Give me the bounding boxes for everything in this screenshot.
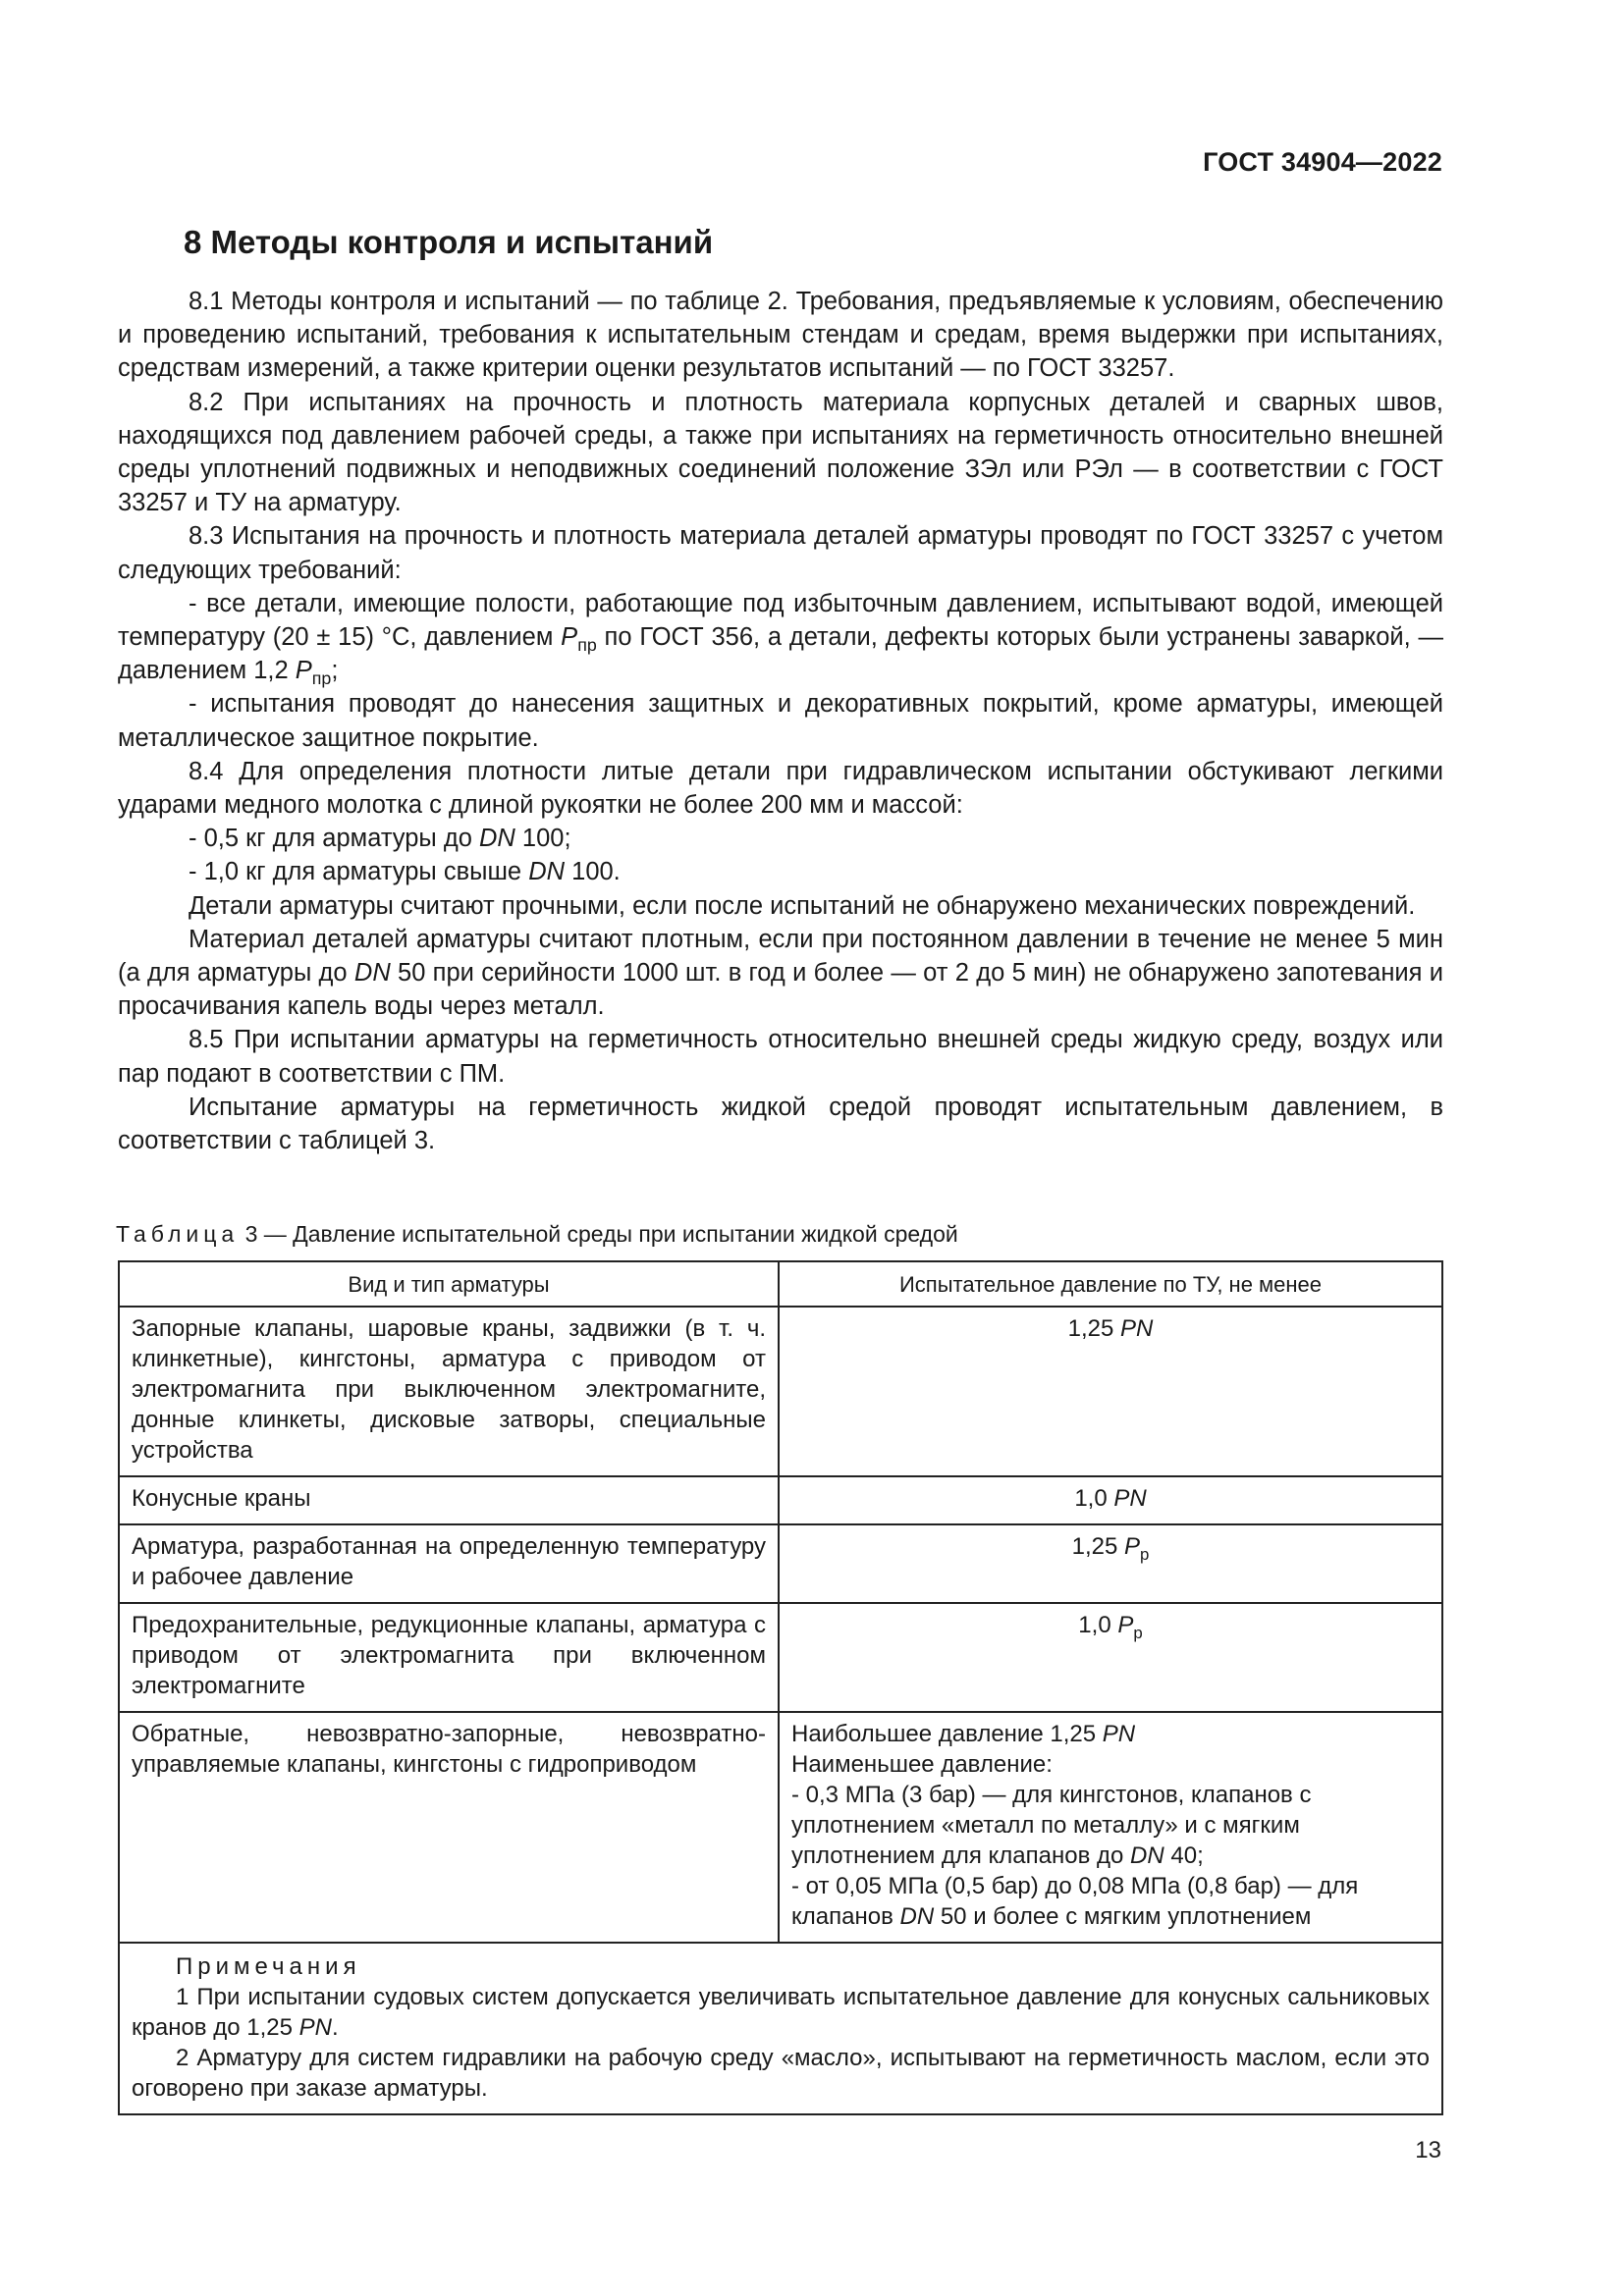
- note-1: 1 При испытании судовых систем допускается увеличивать испытательное давление для конусных сальниковых кранов до 1,25 PN.: [132, 1984, 1430, 2041]
- paragraph-8-2: 8.2 При испытаниях на прочность и плотность материала корпусных деталей и сварных швов, находящихся под давлением рабочей среды, а также при испытаниях на герметичность относительно внешней среды уплотнений подвижных и неподвижных соединений положение ЗЭл или РЭл — в соответствии с ГОСТ 33257 и ТУ на арматуру.: [118, 388, 1443, 517]
- paragraph-8-3: 8.3 Испытания на прочность и плотность материала деталей арматуры проводят по ГОСТ 33257 с учетом следующих требований:: [118, 522, 1443, 584]
- table-cell-pressure: 1,25 $P_р$: [779, 1524, 1442, 1603]
- table-cell-type: Арматура, разработанная на определенную температуру и рабочее давление: [119, 1524, 779, 1603]
- paragraph-8-4-item-a: - 0,5 кг для арматуры до DN 100;: [189, 825, 571, 853]
- table-row: [119, 1476, 1442, 1524]
- document-number: ГОСТ 34904—2022: [1203, 147, 1442, 177]
- min-pressure-item-2: - от 0,05 МПа (0,5 бар) до 0,08 МПа (0,8 бар) — для клапанов DN 50 и более с мягким уплотнением: [791, 1873, 1359, 1930]
- table-row: [119, 1603, 1442, 1712]
- paragraph-8-5: 8.5 При испытании арматуры на герметичность относительно внешней среды жидкую среду, воздух или пар подают в соответствии с ПМ.: [118, 1026, 1443, 1088]
- column-header-pressure: Испытательное давление по ТУ, не менее: [779, 1261, 1442, 1307]
- table-header-row: [119, 1261, 1442, 1307]
- min-pressure-label: Наименьшее давление:: [791, 1751, 1053, 1778]
- table-caption: Таблица 3 — Давление испытательной среды при испытании жидкой средой: [116, 1221, 958, 1247]
- paragraph-8-4-item-b: - 1,0 кг для арматуры свыше DN 100.: [189, 858, 621, 886]
- paragraph-8-3-item-b: - испытания проводят до нанесения защитных и декоративных покрытий, кроме арматуры, имеющей металлическое защитное покрытие.: [118, 690, 1443, 752]
- table-notes-row: [119, 1943, 1442, 2114]
- note-2: 2 Арматуру для систем гидравлики на рабочую среду «масло», испытывают на герметичность маслом, если это оговорено при заказе арматуры.: [132, 2045, 1430, 2102]
- table-row: [119, 1524, 1442, 1603]
- table-row: [119, 1712, 1442, 1943]
- min-pressure-item-1: - 0,3 МПа (3 бар) — для кингстонов, клапанов с уплотнением «металл по металлу» и с мягким уплотнением для клапанов до DN 40;: [791, 1782, 1312, 1869]
- max-pressure-line: Наибольшее давление 1,25 PN: [791, 1721, 1136, 1747]
- table-cell-type: Конусные краны: [119, 1476, 779, 1524]
- table-notes: [119, 1943, 1442, 2114]
- section-body: [118, 285, 1443, 1157]
- table-cell-type: Запорные клапаны, шаровые краны, задвижки (в т. ч. клинкетные), кингстоны, арматура с приводом от электромагнита при выключенном электромагните, донные клинкеты, дисковые затворы, специальные устройства: [119, 1307, 779, 1476]
- table-cell-type: Предохранительные, редукционные клапаны, арматура с приводом от электромагнита при включенном электромагните: [119, 1603, 779, 1712]
- paragraph-8-3-item-a: - все детали, имеющие полости, работающие под избыточным давлением, испытывают водой, имеющей температуру (20 ± 15) °С, давлением $P_{пр}$ по ГОСТ 356, а детали, дефекты которых были устранены заваркой, — давлением 1,2 $P_{пр}$;: [118, 589, 1443, 689]
- paragraph-8-5-liquid: Испытание арматуры на герметичность жидкой средой проводят испытательным давлением, в соответствии с таблицей 3.: [118, 1093, 1443, 1155]
- table-cell-type: Обратные, невозвратно-запорные, невозвратно-управляемые клапаны, кингстоны с гидроприводом: [119, 1712, 779, 1943]
- section-title: 8 Методы контроля и испытаний: [184, 224, 714, 260]
- paragraph-8-4-density: Материал деталей арматуры считают плотным, если при постоянном давлении в течение не менее 5 мин (а для арматуры до DN 50 при серийности 1000 шт. в год и более — от 2 до 5 мин) не обнаружено запотевания и просачивания капель воды через металл.: [118, 925, 1443, 1021]
- table-cell-pressure: 1,25 PN: [779, 1307, 1442, 1476]
- page-number: 13: [1415, 2137, 1441, 2163]
- pressure-table: [118, 1260, 1443, 2115]
- table-cell-pressure: 1,0 $P_р$: [779, 1603, 1442, 1712]
- paragraph-8-1: 8.1 Методы контроля и испытаний — по таблице 2. Требования, предъявляемые к условиям, обеспечению и проведению испытаний, требования к испытательным стендам и средам, время выдержки при испытаниях, средствам измерений, а также критерии оценки результатов испытаний — по ГОСТ 33257.: [118, 288, 1443, 383]
- paragraph-8-4-strength: Детали арматуры считают прочными, если после испытаний не обнаружено механических повреждений.: [189, 891, 1416, 920]
- table-cell-pressure: [779, 1712, 1442, 1943]
- column-header-type: Вид и тип арматуры: [119, 1261, 779, 1307]
- table-row: [119, 1307, 1442, 1476]
- table-cell-pressure: 1,0 PN: [779, 1476, 1442, 1524]
- paragraph-8-4: 8.4 Для определения плотности литые детали при гидравлическом испытании обстукивают легкими ударами медного молотка с длиной рукоятки не более 200 мм и массой:: [118, 757, 1443, 820]
- notes-heading: Примечания: [176, 1953, 361, 1980]
